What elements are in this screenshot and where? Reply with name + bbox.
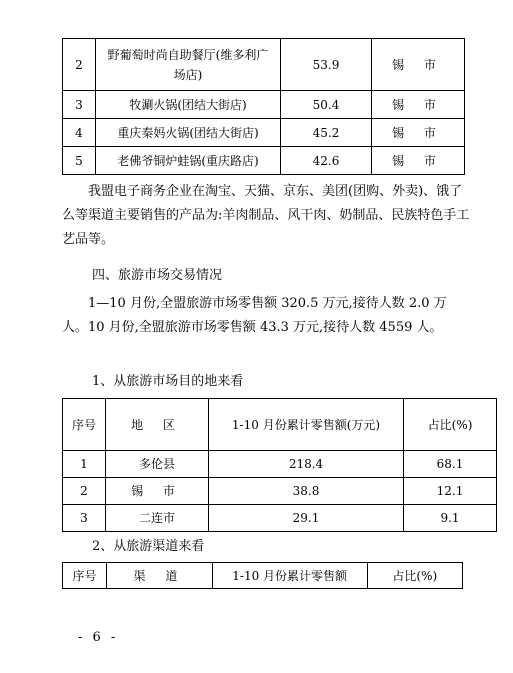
restaurant-name: 重庆秦妈火锅(团结大街店)	[96, 119, 281, 147]
section-heading-tourism: 四、旅游市场交易情况	[92, 268, 223, 283]
table-row	[63, 505, 497, 532]
sales-value: 29.1	[209, 505, 404, 532]
row-number: 2	[63, 39, 96, 91]
region-name: 锡 市	[106, 478, 209, 505]
table-row	[63, 39, 465, 91]
region-name: 锡 市	[372, 147, 465, 175]
restaurant-ranking-table	[62, 38, 465, 175]
sales-value: 218.4	[209, 451, 404, 478]
row-number: 3	[63, 91, 96, 119]
table-row	[63, 147, 465, 175]
table-row	[63, 91, 465, 119]
table-row	[63, 119, 465, 147]
ecommerce-paragraph: 我盟电子商务企业在淘宝、天猫、京东、美团(团购、外卖)、饿了么等渠道主要销售的产品为:羊肉制品、风干肉、奶制品、民族特色手工艺品等。	[62, 184, 470, 247]
header-no: 序号	[63, 399, 106, 451]
sales-value: 53.9	[281, 39, 372, 91]
restaurant-name: 牧涮火锅(团结大街店)	[96, 91, 281, 119]
sub-heading-channel: 2、从旅游渠道来看	[92, 539, 205, 554]
row-number: 1	[63, 451, 106, 478]
header-share: 占比(%)	[404, 399, 497, 451]
header-sales: 1-10 月份累计零售额	[212, 563, 367, 589]
sales-value: 38.8	[209, 478, 404, 505]
header-region: 地 区	[106, 399, 209, 451]
destination-table	[62, 398, 497, 532]
share-value: 9.1	[404, 505, 497, 532]
sales-value: 45.2	[281, 119, 372, 147]
sales-value: 50.4	[281, 91, 372, 119]
channel-table	[62, 562, 463, 589]
region-name: 锡 市	[372, 119, 465, 147]
row-number: 3	[63, 505, 106, 532]
table-row	[63, 478, 497, 505]
share-value: 68.1	[404, 451, 497, 478]
sales-value: 42.6	[281, 147, 372, 175]
restaurant-name: 老佛爷铜炉蛙锅(重庆路店)	[96, 147, 281, 175]
row-number: 5	[63, 147, 96, 175]
header-channel: 渠 道	[107, 563, 213, 589]
tourism-paragraph: 1—10 月份,全盟旅游市场零售额 320.5 万元,接待人数 2.0 万人。10 月份,全盟旅游市场零售额 43.3 万元,接待人数 4559 人。	[62, 296, 447, 335]
header-no: 序号	[63, 563, 107, 589]
table-row	[63, 451, 497, 478]
table-header-row	[63, 563, 463, 589]
row-number: 2	[63, 478, 106, 505]
region-name: 二连市	[106, 505, 209, 532]
region-name: 多伦县	[106, 451, 209, 478]
page-number: - 6 -	[78, 630, 119, 645]
region-name: 锡 市	[372, 91, 465, 119]
restaurant-name: 野葡萄时尚自助餐厅(维多利广场店)	[96, 39, 281, 91]
row-number: 4	[63, 119, 96, 147]
sub-heading-destination: 1、从旅游市场目的地来看	[92, 374, 244, 389]
header-sales: 1-10 月份累计零售额(万元)	[209, 399, 404, 451]
share-value: 12.1	[404, 478, 497, 505]
table-header-row	[63, 399, 497, 451]
header-share: 占比(%)	[367, 563, 462, 589]
region-name: 锡 市	[372, 39, 465, 91]
